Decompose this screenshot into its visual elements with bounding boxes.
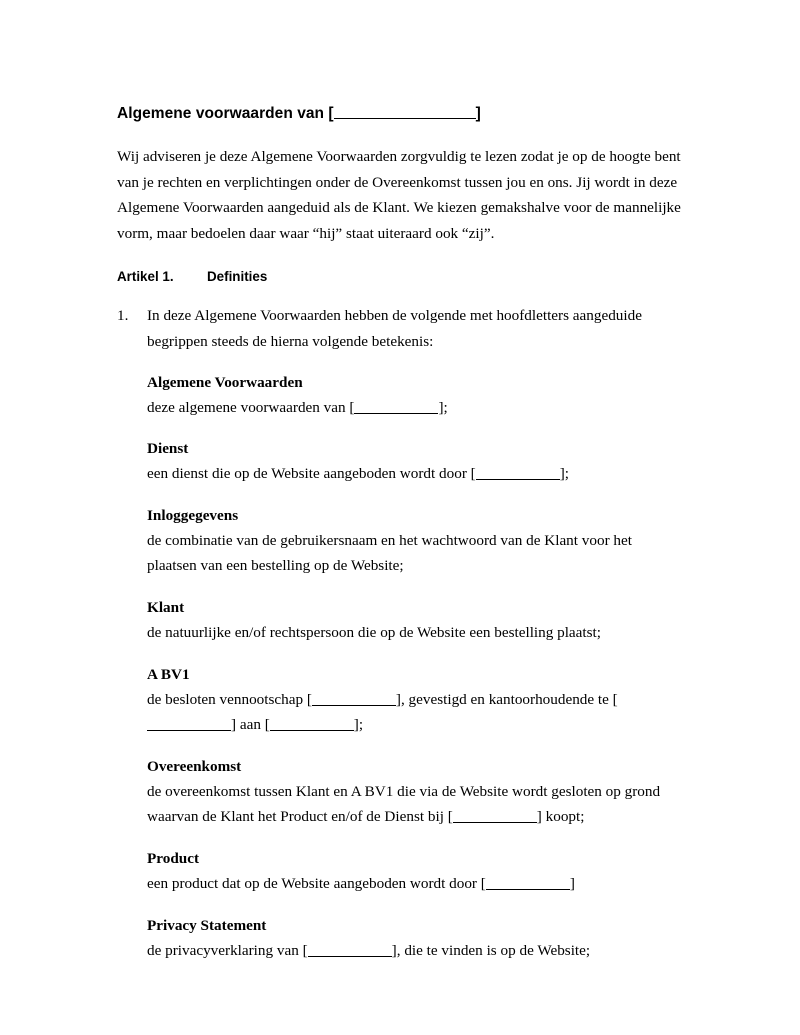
definition-description (147, 779, 683, 830)
document-content (117, 104, 683, 963)
definition-description: de combinatie van de gebruikersnaam en het wachtwoord van de Klant voor het plaatsen van een bestelling op de Website; (147, 531, 632, 575)
definition-fill-blank-company[interactable] (312, 694, 396, 706)
page-title-suffix: ] (475, 105, 481, 122)
definition-description (147, 687, 683, 738)
definition-description (147, 395, 683, 421)
definition-term: Product (147, 849, 200, 867)
definition-text-before: de privacyverklaring van [ (147, 941, 308, 959)
definition-text-before: een product dat op de Website aangeboden wordt door [ (147, 874, 486, 892)
definition-text-middle: ], gevestigd en kantoorhoudende te [ (395, 690, 618, 708)
definition-text-after: ]; (438, 398, 448, 416)
definition-fill-blank[interactable] (308, 945, 392, 957)
clause-item (117, 303, 683, 354)
article-number: Artikel 1. (117, 269, 174, 285)
definition-description (147, 938, 683, 964)
definition-description (147, 461, 683, 487)
definition-item (147, 663, 683, 738)
definition-fill-blank[interactable] (476, 468, 560, 480)
definition-item (147, 371, 683, 421)
definition-text-before: de overeenkomst tussen Klant en A BV1 die via de Website wordt gesloten op grond waarvan de Klant het Product en/of de Dienst bij [ (147, 782, 661, 826)
definition-text-middle2: ] aan [ (231, 716, 270, 734)
definition-item (147, 847, 683, 897)
definition-text-after: ] koopt; (536, 808, 585, 826)
article-heading (117, 268, 683, 286)
definition-term: Dienst (147, 440, 189, 458)
definition-fill-blank-address[interactable] (270, 719, 354, 731)
definition-term: Privacy Statement (147, 916, 267, 934)
definition-text-after: ] (569, 874, 575, 892)
clause-text: In deze Algemene Voorwaarden hebben de volgende met hoofdletters aangeduide begrippen steeds de hierna volgende betekenis: (147, 307, 642, 350)
definition-text-after: ], die te vinden is op de Website; (391, 941, 591, 959)
clause-marker: 1. (117, 307, 129, 325)
definition-item (147, 437, 683, 487)
definition-description (147, 871, 683, 897)
article-name: Definities (207, 269, 268, 285)
definition-term: Overeenkomst (147, 757, 242, 775)
definition-text-before: deze algemene voorwaarden van [ (147, 398, 355, 416)
definition-item (147, 755, 683, 830)
definition-term: Inloggegevens (147, 506, 239, 524)
page-title (117, 104, 683, 124)
definitions-list (117, 371, 683, 964)
definition-description: de natuurlijke en/of rechtspersoon die op de Website een bestelling plaatst; (147, 623, 601, 641)
definition-item (147, 914, 683, 964)
definition-text-after: ]; (559, 465, 570, 483)
definition-term: Klant (147, 598, 185, 616)
definition-text-after: ]; (353, 716, 364, 734)
definition-term: Algemene Voorwaarden (147, 373, 303, 391)
definition-text-before: een dienst die op de Website aangeboden wordt door [ (147, 465, 476, 483)
definition-fill-blank-city[interactable] (147, 719, 231, 731)
definition-item (147, 596, 683, 646)
definition-term: A BV1 (147, 665, 190, 683)
intro-paragraph: Wij adviseren je deze Algemene Voorwaarden zorgvuldig te lezen zodat je op de hoogte bent van je rechten en verplichtingen onder de Overeenkomst tussen jou en ons. Jij wordt in deze Algemene Voorwaarden aangeduid als de Klant. We kiezen gemakshalve voor de mannelijke vorm, maar bedoelen daar waar “hij” staat uiteraard ook “zij”. (117, 148, 681, 242)
page-title-prefix: Algemene voorwaarden van [ (117, 105, 334, 122)
definition-fill-blank[interactable] (453, 811, 537, 823)
definition-text-before: de besloten vennootschap [ (147, 690, 312, 708)
title-fill-blank[interactable] (334, 105, 476, 119)
definition-fill-blank[interactable] (354, 402, 438, 414)
definition-item (147, 504, 683, 579)
definition-fill-blank[interactable] (486, 878, 570, 890)
